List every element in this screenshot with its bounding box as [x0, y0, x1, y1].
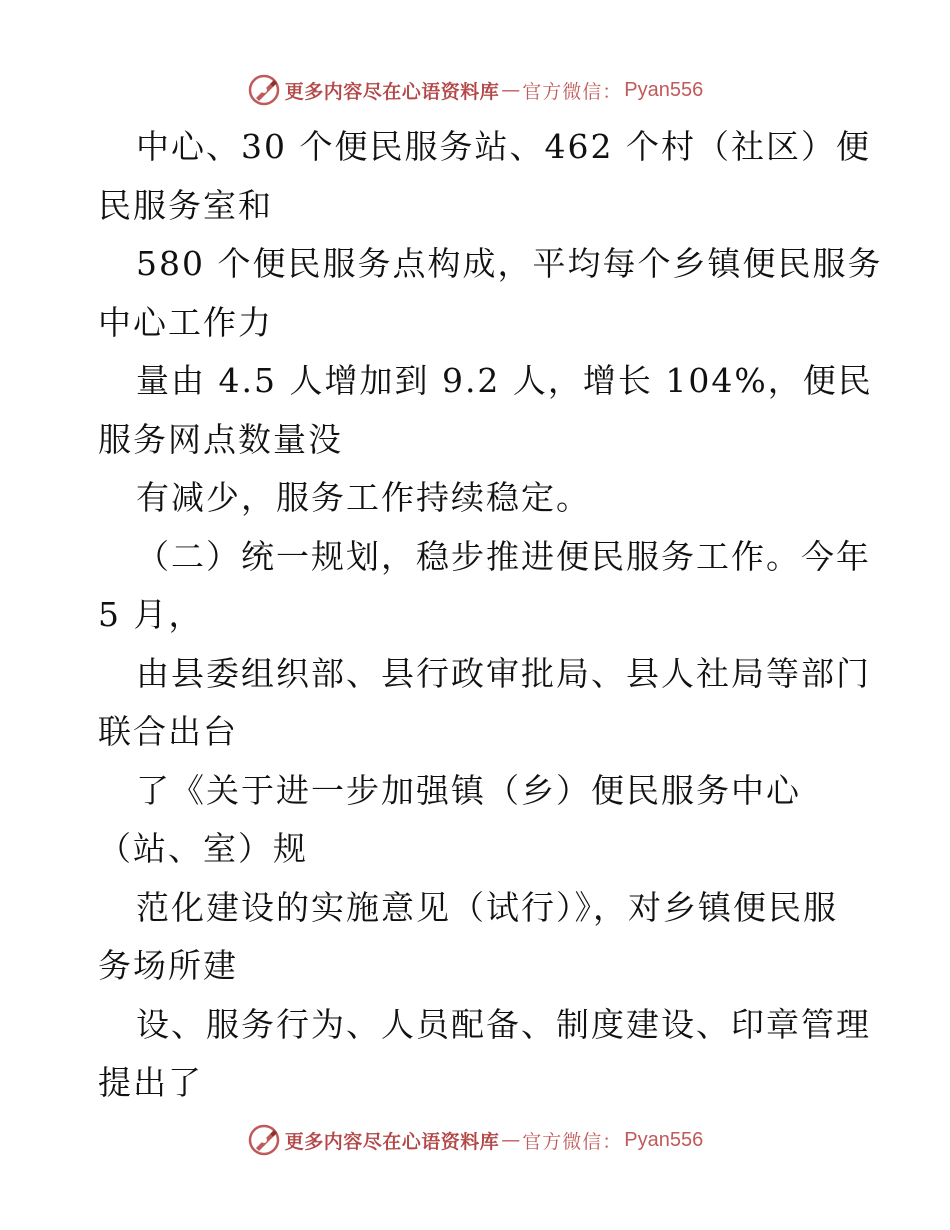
pen-logo-icon — [247, 73, 281, 107]
document-body — [98, 118, 883, 1113]
text-line: 服务网点数量没 — [98, 419, 343, 459]
header-watermark-banner — [0, 72, 950, 108]
text-line: 由县委组织部、县行政审批局、县人社局等部门 — [136, 653, 871, 693]
watermark-handle: Pyan556 — [624, 1128, 704, 1151]
text-line: 5 月， — [98, 595, 204, 634]
text-line: 联合出台 — [98, 712, 238, 751]
text-line: 中心、30 个便民服务站、462 个村（社区）便 — [136, 127, 871, 166]
watermark-slogan: 更多内容尽在心语资料库 — [284, 1130, 500, 1153]
text-line: （站、室）规 — [98, 829, 308, 868]
pen-logo-icon — [247, 1123, 281, 1157]
text-line: 有减少，服务工作持续稳定。 — [136, 478, 591, 517]
footer-watermark-banner — [0, 1122, 950, 1158]
text-line: 民服务室和 — [98, 185, 273, 225]
text-line: 中心工作力 — [98, 302, 273, 342]
watermark-slogan: 更多内容尽在心语资料库 — [284, 80, 500, 103]
watermark-handle: Pyan556 — [624, 78, 704, 101]
section-heading-line: （二）统一规划，稳步推进便民服务工作。今年 — [136, 536, 871, 576]
text-line: 设、服务行为、人员配备、制度建设、印章管理 — [136, 1004, 871, 1044]
text-line: 务场所建 — [98, 946, 238, 985]
text-line: 了《关于进一步加强镇（乡）便民服务中心 — [136, 770, 801, 810]
text-line: 量由 4.5 人增加到 9.2 人，增长 104%，便民 — [136, 361, 873, 400]
text-line: 范化建设的实施意见（试行）》，对乡镇便民服 — [136, 887, 838, 927]
watermark-official-label: 官方微信： — [522, 1130, 623, 1153]
text-line: 580 个便民服务点构成，平均每个乡镇便民服务 — [136, 244, 883, 283]
watermark-official-label: 官方微信： — [522, 80, 623, 103]
watermark-dash: — — [501, 1129, 521, 1151]
text-line: 提出了 — [98, 1063, 203, 1102]
watermark-dash: — — [501, 79, 521, 101]
